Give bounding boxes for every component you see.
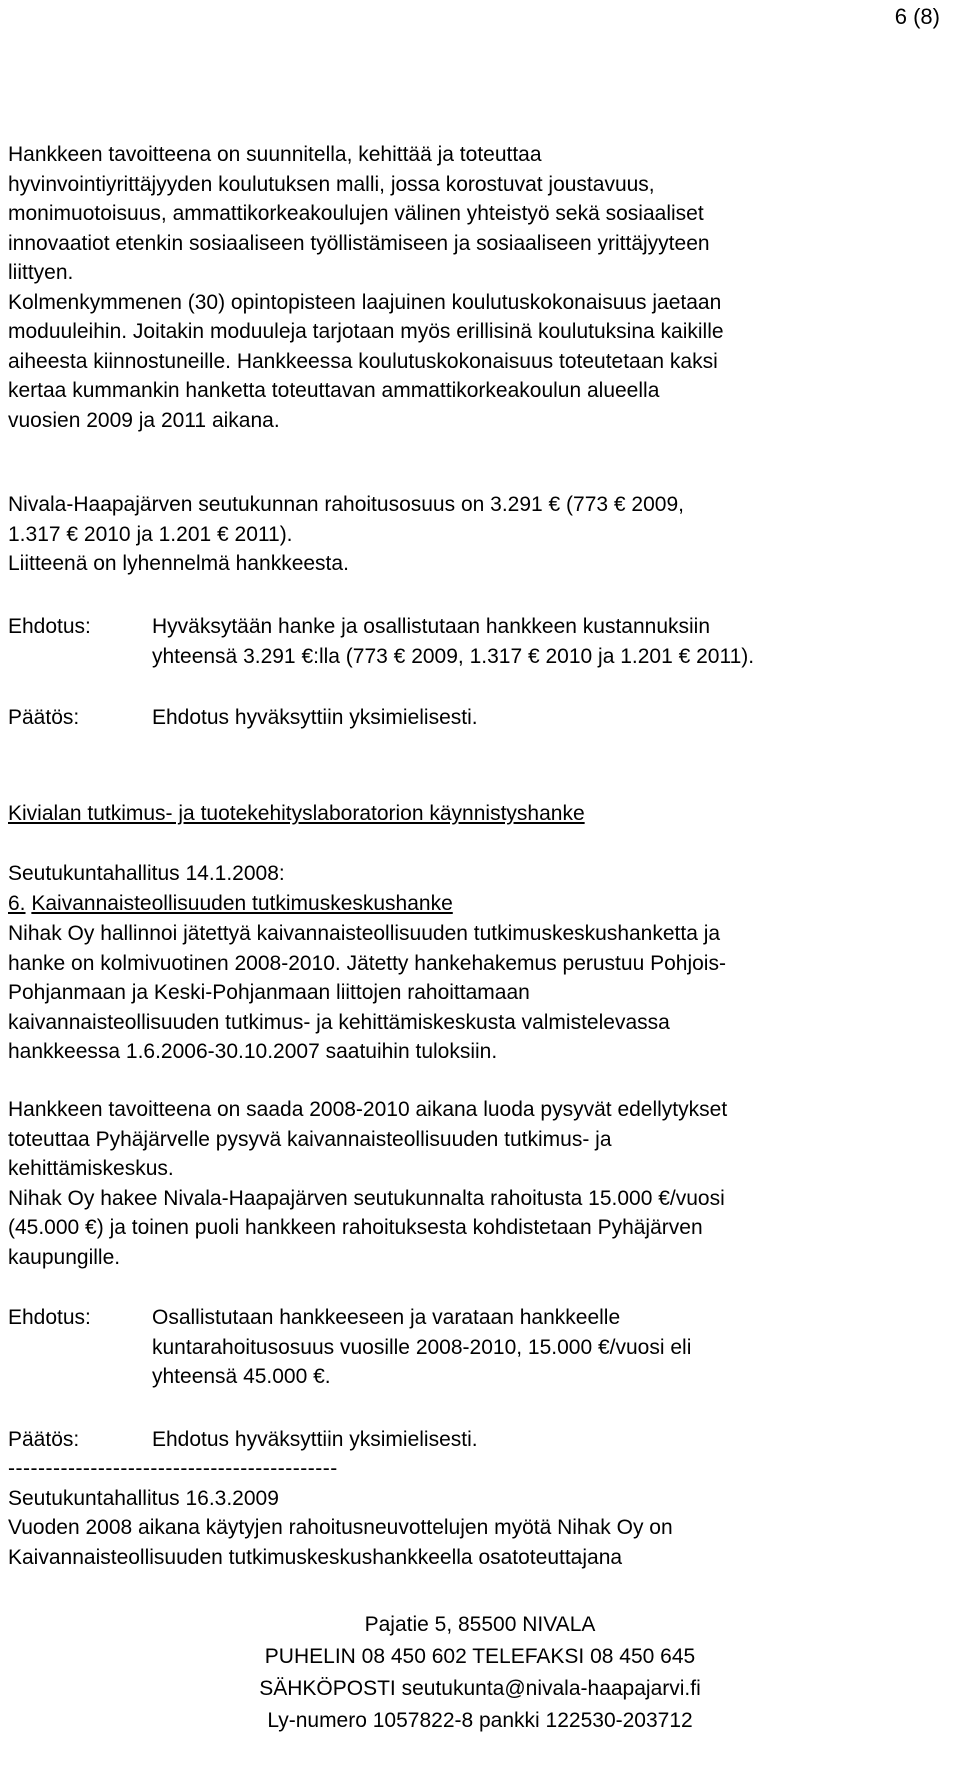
text-line: Vuoden 2008 aikana käytyjen rahoitusneuvottelujen myötä Nihak Oy on xyxy=(8,1516,673,1539)
agenda-item-name: Kaivannaisteollisuuden tutkimuskeskushanke xyxy=(31,892,453,915)
project-goal-paragraph xyxy=(8,140,724,435)
decision-label: Päätös: xyxy=(8,706,80,729)
page-number: 6 (8) xyxy=(894,4,940,29)
text-line: Hankkeen tavoitteena on saada 2008-2010 aikana luoda pysyvät edellytykset xyxy=(8,1098,728,1121)
text-line: Osallistutaan hankkeeseen ja varataan hankkeelle xyxy=(152,1306,621,1329)
text-line: Hankkeen tavoitteena on suunnitella, kehittää ja toteuttaa xyxy=(8,143,542,166)
separator-line: -------------------------------------------- xyxy=(8,1457,338,1480)
text-line: yhteensä 45.000 €. xyxy=(152,1365,331,1388)
text-line: liittyen. xyxy=(8,261,74,284)
footer-email: SÄHKÖPOSTI seutukunta@nivala-haapajarvi.fi xyxy=(259,1677,701,1700)
decision-text: Ehdotus hyväksyttiin yksimielisesti. xyxy=(152,1428,478,1451)
proposal-text xyxy=(152,1303,691,1392)
text-line: 1.317 € 2010 ja 1.201 € 2011). xyxy=(8,522,293,546)
footer-phone: PUHELIN 08 450 602 TELEFAKSI 08 450 645 xyxy=(264,1645,696,1668)
text-line: Kolmenkymmenen (30) opintopisteen laajuinen koulutuskokonaisuus jaetaan xyxy=(8,290,722,314)
text-line: hankkeessa 1.6.2006-30.10.2007 saatuihin tuloksiin. xyxy=(8,1040,498,1063)
proposal-label: Ehdotus: xyxy=(8,615,91,638)
agenda-item-title xyxy=(8,889,453,919)
text-line: Nihak Oy hakee Nivala-Haapajärven seutukunnalta rahoitusta 15.000 €/vuosi xyxy=(8,1186,725,1210)
footer-address: Pajatie 5, 85500 NIVALA xyxy=(364,1613,596,1636)
text-line: (45.000 €) ja toinen puoli hankkeen rahoituksesta kohdistetaan Pyhäjärven xyxy=(8,1216,703,1239)
meeting-date-2: Seutukuntahallitus 16.3.2009 xyxy=(8,1487,279,1510)
text-line: Kaivannaisteollisuuden tutkimuskeskushankkeella osatoteuttajana xyxy=(8,1545,623,1569)
text-line: kaupungille. xyxy=(8,1245,121,1269)
decision-label: Päätös: xyxy=(8,1428,80,1451)
proposal-text xyxy=(152,612,754,671)
text-line: hanke on kolmivuotinen 2008-2010. Jätetty hankehakemus perustuu Pohjois- xyxy=(8,951,726,975)
meeting-date: Seutukuntahallitus 14.1.2008: xyxy=(8,862,285,885)
text-line: kuntarahoitusosuus vuosille 2008-2010, 15.000 €/vuosi eli xyxy=(152,1335,692,1359)
text-line: Pohjanmaan ja Keski-Pohjanmaan liittojen rahoittamaan xyxy=(8,981,530,1004)
footer-business-id: Ly-numero 1057822-8 pankki 122530-203712 xyxy=(267,1709,693,1732)
text-line: Nihak Oy hallinnoi jätettyä kaivannaisteollisuuden tutkimuskeskushanketta ja xyxy=(8,922,721,945)
text-line: vuosien 2009 ja 2011 aikana. xyxy=(8,408,280,432)
text-line: Liitteenä on lyhennelmä hankkeesta. xyxy=(8,552,349,575)
text-line: toteuttaa Pyhäjärvelle pysyvä kaivannaisteollisuuden tutkimus- ja xyxy=(8,1127,612,1151)
text-line: Hyväksytään hanke ja osallistutaan hankkeen kustannuksiin xyxy=(152,615,711,638)
decision-text: Ehdotus hyväksyttiin yksimielisesti. xyxy=(152,706,478,729)
text-line: monimuotoisuus, ammattikorkeakoulujen välinen yhteistyö sekä sosiaaliset xyxy=(8,202,704,225)
proposal-label: Ehdotus: xyxy=(8,1306,91,1329)
text-line: kertaa kummankin hanketta toteuttavan ammattikorkeakoulun alueella xyxy=(8,379,660,402)
project-goal-paragraph-2 xyxy=(8,1095,727,1272)
project-description-paragraph xyxy=(8,919,726,1067)
section-heading: Kivialan tutkimus- ja tuotekehityslaboratorion käynnistyshanke xyxy=(8,802,585,825)
text-line: kehittämiskeskus. xyxy=(8,1157,174,1180)
text-line: moduuleihin. Joitakin moduuleja tarjotaan myös erillisinä koulutuksina kaikille xyxy=(8,320,724,343)
text-line: kaivannaisteollisuuden tutkimus- ja kehittämiskeskusta valmistelevassa xyxy=(8,1010,670,1034)
funding-share-paragraph xyxy=(8,490,684,579)
agenda-item-number: 6. xyxy=(8,892,26,915)
text-line: hyvinvointiyrittäjyyden koulutuksen malli, jossa korostuvat joustavuus, xyxy=(8,172,655,196)
negotiation-paragraph xyxy=(8,1513,673,1572)
text-line: yhteensä 3.291 €:lla (773 € 2009, 1.317 € 2010 ja 1.201 € 2011). xyxy=(152,644,755,668)
text-line: innovaatiot etenkin sosiaaliseen työllistämiseen ja sosiaaliseen yrittäjyyteen xyxy=(8,231,710,255)
text-line: aiheesta kiinnostuneille. Hankkeessa koulutuskokonaisuus toteutetaan kaksi xyxy=(8,349,718,373)
text-line: Nivala-Haapajärven seutukunnan rahoitusosuus on 3.291 € (773 € 2009, xyxy=(8,493,684,516)
